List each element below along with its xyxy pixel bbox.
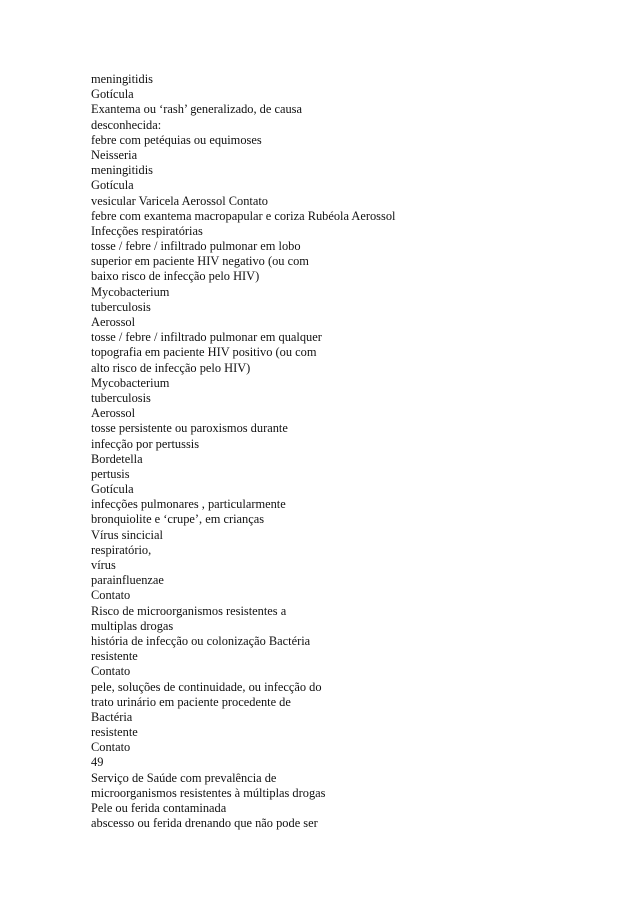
text-line: vírus bbox=[91, 558, 116, 572]
text-line: bronquiolite e ‘crupe’, em crianças bbox=[91, 512, 265, 527]
document-text bbox=[91, 72, 611, 831]
text-line: tuberculosis bbox=[91, 299, 151, 314]
text-line: tosse / febre / infiltrado pulmonar em qualquer bbox=[91, 330, 322, 345]
text-line: Aerossol bbox=[91, 315, 136, 329]
text-line: meningitidis bbox=[91, 163, 153, 178]
text-line: Gotícula bbox=[91, 482, 134, 497]
text-line: Gotícula bbox=[91, 87, 134, 102]
text-line: resistente bbox=[91, 649, 138, 664]
text-line: multiplas drogas bbox=[91, 618, 174, 633]
text-line: topografia em paciente HIV positivo (ou com bbox=[91, 345, 317, 360]
text-line: Contato bbox=[91, 588, 131, 603]
text-line: superior em paciente HIV negativo (ou com bbox=[91, 254, 309, 269]
text-line: tuberculosis bbox=[91, 390, 151, 405]
text-line: abscesso ou ferida drenando que não pode ser bbox=[91, 816, 318, 831]
text-line: Pele ou ferida contaminada bbox=[91, 801, 227, 815]
text-line: Bactéria bbox=[91, 709, 133, 724]
text-line: meningitidis bbox=[91, 72, 153, 86]
text-line: tosse / febre / infiltrado pulmonar em lobo bbox=[91, 239, 301, 254]
text-line: Neisseria bbox=[91, 147, 138, 162]
text-line: 49 bbox=[91, 755, 104, 770]
text-line: história de infecção ou colonização Bactéria bbox=[91, 633, 311, 648]
text-line: Infecções respiratórias bbox=[91, 223, 203, 238]
text-line: Aerossol bbox=[91, 406, 136, 421]
text-line: tosse persistente ou paroxismos durante bbox=[91, 421, 288, 436]
text-line: infecção por pertussis bbox=[91, 436, 200, 451]
text-line: pele, soluções de continuidade, ou infecção do bbox=[91, 679, 322, 694]
text-line: trato urinário em paciente procedente de bbox=[91, 694, 291, 709]
text-line: Risco de microorganismos resistentes a bbox=[91, 603, 287, 618]
text-line: resistente bbox=[91, 725, 138, 740]
text-line: desconhecida: bbox=[91, 117, 162, 132]
text-line: alto risco de infecção pelo HIV) bbox=[91, 360, 251, 375]
text-line: pertusis bbox=[91, 466, 130, 481]
text-line: parainfluenzae bbox=[91, 573, 164, 588]
text-line: vesicular Varicela Aerossol Contato bbox=[91, 193, 268, 208]
text-line: microorganismos resistentes à múltiplas drogas bbox=[91, 785, 326, 800]
text-line: Serviço de Saúde com prevalência de bbox=[91, 770, 277, 785]
text-line: Bordetella bbox=[91, 451, 143, 466]
text-line: Gotícula bbox=[91, 178, 134, 193]
text-line: Contato bbox=[91, 740, 131, 755]
text-line: baixo risco de infecção pelo HIV) bbox=[91, 269, 260, 284]
text-line: Mycobacterium bbox=[91, 284, 170, 299]
text-line: Vírus sincicial bbox=[91, 527, 163, 542]
text-line: Exantema ou ‘rash’ generalizado, de causa bbox=[91, 102, 302, 117]
text-line: febre com exantema macropapular e coriza Rubéola Aerossol bbox=[91, 208, 396, 223]
text-line: febre com petéquias ou equimoses bbox=[91, 132, 262, 147]
text-line: Contato bbox=[91, 664, 131, 679]
text-line: Mycobacterium bbox=[91, 375, 170, 390]
text-line: respiratório, bbox=[91, 542, 152, 557]
text-line: infecções pulmonares , particularmente bbox=[91, 497, 286, 512]
